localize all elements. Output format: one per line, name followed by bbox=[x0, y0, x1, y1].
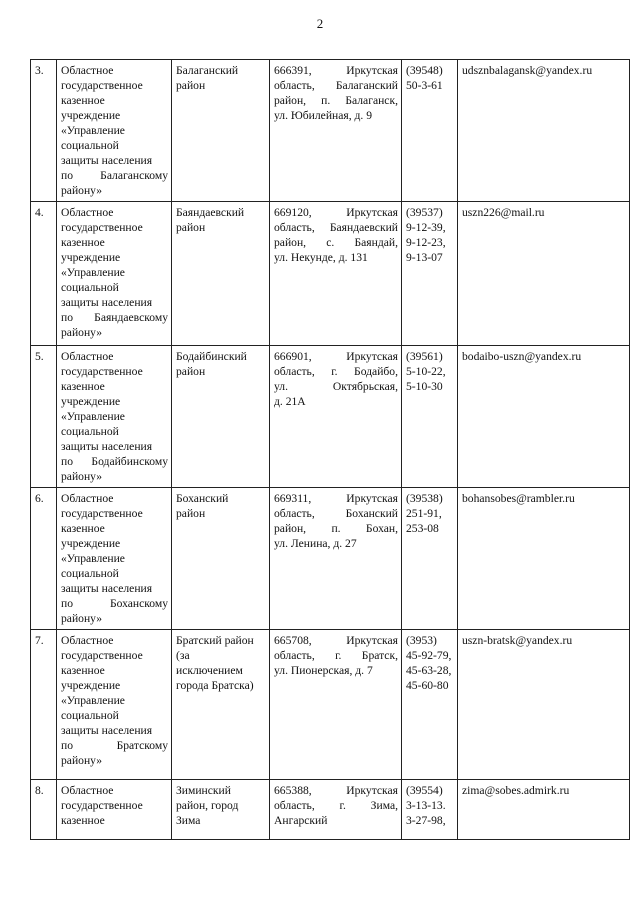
row-number-cell bbox=[31, 780, 57, 840]
table-row bbox=[31, 202, 630, 346]
email-address: bodaibo-uszn@yandex.ru bbox=[462, 350, 582, 363]
row-number-cell bbox=[31, 488, 57, 630]
phone-line: 5-10-30 bbox=[406, 380, 443, 393]
address-cell bbox=[270, 780, 402, 840]
email-cell bbox=[458, 630, 630, 780]
address-line: область, Боханский bbox=[274, 507, 398, 520]
row-number: 3. bbox=[35, 64, 44, 77]
district-line: Зиминский bbox=[176, 784, 231, 797]
row-number: 7. bbox=[35, 634, 44, 647]
phone-line: 3-27-98, bbox=[406, 814, 446, 827]
institution-line: Областное bbox=[61, 492, 114, 505]
institution-line: казенное bbox=[61, 522, 105, 535]
district-cell bbox=[172, 630, 270, 780]
table-row bbox=[31, 780, 630, 840]
phone-line: 3-13-13. bbox=[406, 799, 446, 812]
email-address: udsznbalagansk@yandex.ru bbox=[462, 64, 593, 77]
address-line: область, Балаганский bbox=[274, 79, 398, 92]
district-line: Бодайбинский bbox=[176, 350, 247, 363]
district-line: Боханский bbox=[176, 492, 229, 505]
institution-line: социальной bbox=[61, 281, 119, 294]
email-address: uszn226@mail.ru bbox=[462, 206, 545, 219]
district-line: Братский район bbox=[176, 634, 254, 647]
email-address: zima@sobes.admirk.ru bbox=[462, 784, 570, 797]
institution-line: Областное bbox=[61, 350, 114, 363]
email-cell bbox=[458, 780, 630, 840]
institution-cell bbox=[57, 488, 172, 630]
row-number: 5. bbox=[35, 350, 44, 363]
institution-line: «Управление bbox=[61, 694, 125, 707]
row-number: 6. bbox=[35, 492, 44, 505]
institution-line: социальной bbox=[61, 709, 119, 722]
institution-line: по Боханскому bbox=[61, 597, 168, 610]
institution-line: по Бодайбинскому bbox=[61, 455, 168, 468]
institution-line: государственное bbox=[61, 221, 143, 234]
institution-cell bbox=[57, 346, 172, 488]
institution-line: казенное bbox=[61, 236, 105, 249]
phone-line: 9-13-07 bbox=[406, 251, 443, 264]
institution-line: учреждение bbox=[61, 251, 121, 264]
email-cell bbox=[458, 202, 630, 346]
address-cell bbox=[270, 202, 402, 346]
row-number-cell bbox=[31, 630, 57, 780]
address-line: 666391, Иркутская bbox=[274, 64, 398, 77]
institution-line: району» bbox=[61, 612, 103, 625]
district-line: исключением bbox=[176, 664, 243, 677]
district-cell bbox=[172, 60, 270, 202]
phone-line: 45-92-79, bbox=[406, 649, 452, 662]
district-line: (за bbox=[176, 649, 190, 662]
phone-cell bbox=[402, 780, 458, 840]
row-number: 8. bbox=[35, 784, 44, 797]
institution-line: защиты населения bbox=[61, 440, 153, 453]
institution-line: учреждение bbox=[61, 395, 121, 408]
institution-line: социальной bbox=[61, 139, 119, 152]
address-line: 665388, Иркутская bbox=[274, 784, 398, 797]
address-line: ул. Юбилейная, д. 9 bbox=[274, 109, 372, 122]
address-line: область, г. Зима, bbox=[274, 799, 398, 812]
phone-line: (39548) bbox=[406, 64, 443, 77]
phone-line: (3953) bbox=[406, 634, 437, 647]
address-line: 666901, Иркутская bbox=[274, 350, 398, 363]
institution-line: «Управление bbox=[61, 124, 125, 137]
phone-line: 45-60-80 bbox=[406, 679, 449, 692]
institution-line: по Балаганскому bbox=[61, 169, 168, 182]
address-line: ул. Ленина, д. 27 bbox=[274, 537, 357, 550]
address-line: 665708, Иркутская bbox=[274, 634, 398, 647]
phone-cell bbox=[402, 346, 458, 488]
institution-cell bbox=[57, 60, 172, 202]
institution-line: учреждение bbox=[61, 537, 121, 550]
district-cell bbox=[172, 488, 270, 630]
phone-cell bbox=[402, 202, 458, 346]
phone-line: 5-10-22, bbox=[406, 365, 446, 378]
institution-line: защиты населения bbox=[61, 154, 153, 167]
institution-line: «Управление bbox=[61, 266, 125, 279]
phone-line: 251-91, bbox=[406, 507, 442, 520]
district-cell bbox=[172, 346, 270, 488]
institution-line: учреждение bbox=[61, 679, 121, 692]
district-cell bbox=[172, 202, 270, 346]
email-address: bohansobes@rambler.ru bbox=[462, 492, 575, 505]
district-line: район bbox=[176, 507, 206, 520]
agencies-table-body bbox=[31, 60, 630, 840]
address-line: 669311, Иркутская bbox=[274, 492, 398, 505]
email-cell bbox=[458, 60, 630, 202]
institution-line: Областное bbox=[61, 64, 114, 77]
address-line: район, с. Баяндай, bbox=[274, 236, 398, 249]
institution-line: району» bbox=[61, 754, 103, 767]
phone-line: 45-63-28, bbox=[406, 664, 452, 677]
institution-line: казенное bbox=[61, 664, 105, 677]
address-line: район, п. Бохан, bbox=[274, 522, 398, 535]
institution-line: району» bbox=[61, 470, 103, 483]
phone-cell bbox=[402, 488, 458, 630]
district-line: города Братска) bbox=[176, 679, 254, 692]
table-row bbox=[31, 488, 630, 630]
address-line: 669120, Иркутская bbox=[274, 206, 398, 219]
district-line: Баяндаевский bbox=[176, 206, 245, 219]
address-line: область, г. Братск, bbox=[274, 649, 398, 662]
phone-cell bbox=[402, 60, 458, 202]
institution-line: «Управление bbox=[61, 410, 125, 423]
institution-line: «Управление bbox=[61, 552, 125, 565]
institution-line: району» bbox=[61, 184, 103, 197]
phone-line: (39538) bbox=[406, 492, 443, 505]
district-line: район bbox=[176, 365, 206, 378]
district-line: район bbox=[176, 79, 206, 92]
district-line: Балаганский bbox=[176, 64, 239, 77]
address-cell bbox=[270, 630, 402, 780]
table-row bbox=[31, 60, 630, 202]
email-cell bbox=[458, 488, 630, 630]
institution-line: государственное bbox=[61, 79, 143, 92]
row-number-cell bbox=[31, 202, 57, 346]
page-number: 2 bbox=[316, 16, 324, 31]
district-line: район, город bbox=[176, 799, 239, 812]
address-line: область, г. Бодайбо, bbox=[274, 365, 398, 378]
address-line: район, п. Балаганск, bbox=[274, 94, 398, 107]
institution-line: социальной bbox=[61, 567, 119, 580]
address-line: область, Баяндаевский bbox=[274, 221, 398, 234]
phone-line: (39561) bbox=[406, 350, 443, 363]
email-cell bbox=[458, 346, 630, 488]
institution-line: Областное bbox=[61, 634, 114, 647]
institution-line: Областное bbox=[61, 206, 114, 219]
institution-line: по Братскому bbox=[61, 739, 168, 752]
phone-line: (39537) bbox=[406, 206, 443, 219]
agencies-table bbox=[30, 59, 630, 840]
phone-line: 9-12-39, bbox=[406, 221, 446, 234]
district-cell bbox=[172, 780, 270, 840]
institution-line: государственное bbox=[61, 365, 143, 378]
institution-line: казенное bbox=[61, 814, 105, 827]
institution-line: учреждение bbox=[61, 109, 121, 122]
district-line: Зима bbox=[176, 814, 201, 827]
address-line: Ангарский bbox=[274, 814, 328, 827]
institution-line: защиты населения bbox=[61, 724, 153, 737]
table-row bbox=[31, 346, 630, 488]
institution-cell bbox=[57, 202, 172, 346]
address-line: ул. Некунде, д. 131 bbox=[274, 251, 368, 264]
phone-line: 50-3-61 bbox=[406, 79, 443, 92]
institution-line: защиты населения bbox=[61, 582, 153, 595]
phone-cell bbox=[402, 630, 458, 780]
institution-line: государственное bbox=[61, 649, 143, 662]
institution-line: государственное bbox=[61, 799, 143, 812]
institution-line: защиты населения bbox=[61, 296, 153, 309]
address-line: ул. Пионерская, д. 7 bbox=[274, 664, 373, 677]
institution-cell bbox=[57, 630, 172, 780]
institution-line: государственное bbox=[61, 507, 143, 520]
institution-line: казенное bbox=[61, 94, 105, 107]
institution-cell bbox=[57, 780, 172, 840]
institution-line: казенное bbox=[61, 380, 105, 393]
phone-line: (39554) bbox=[406, 784, 443, 797]
address-cell bbox=[270, 60, 402, 202]
institution-line: району» bbox=[61, 326, 103, 339]
row-number-cell bbox=[31, 60, 57, 202]
district-line: район bbox=[176, 221, 206, 234]
address-line: д. 21А bbox=[274, 395, 306, 408]
table-row bbox=[31, 630, 630, 780]
row-number: 4. bbox=[35, 206, 44, 219]
address-line: ул. Октябрьская, bbox=[274, 380, 398, 393]
phone-line: 253-08 bbox=[406, 522, 439, 535]
address-cell bbox=[270, 346, 402, 488]
row-number-cell bbox=[31, 346, 57, 488]
institution-line: Областное bbox=[61, 784, 114, 797]
institution-line: по Баяндаевскому bbox=[61, 311, 168, 324]
email-address: uszn-bratsk@yandex.ru bbox=[462, 634, 573, 647]
address-cell bbox=[270, 488, 402, 630]
phone-line: 9-12-23, bbox=[406, 236, 446, 249]
institution-line: социальной bbox=[61, 425, 119, 438]
